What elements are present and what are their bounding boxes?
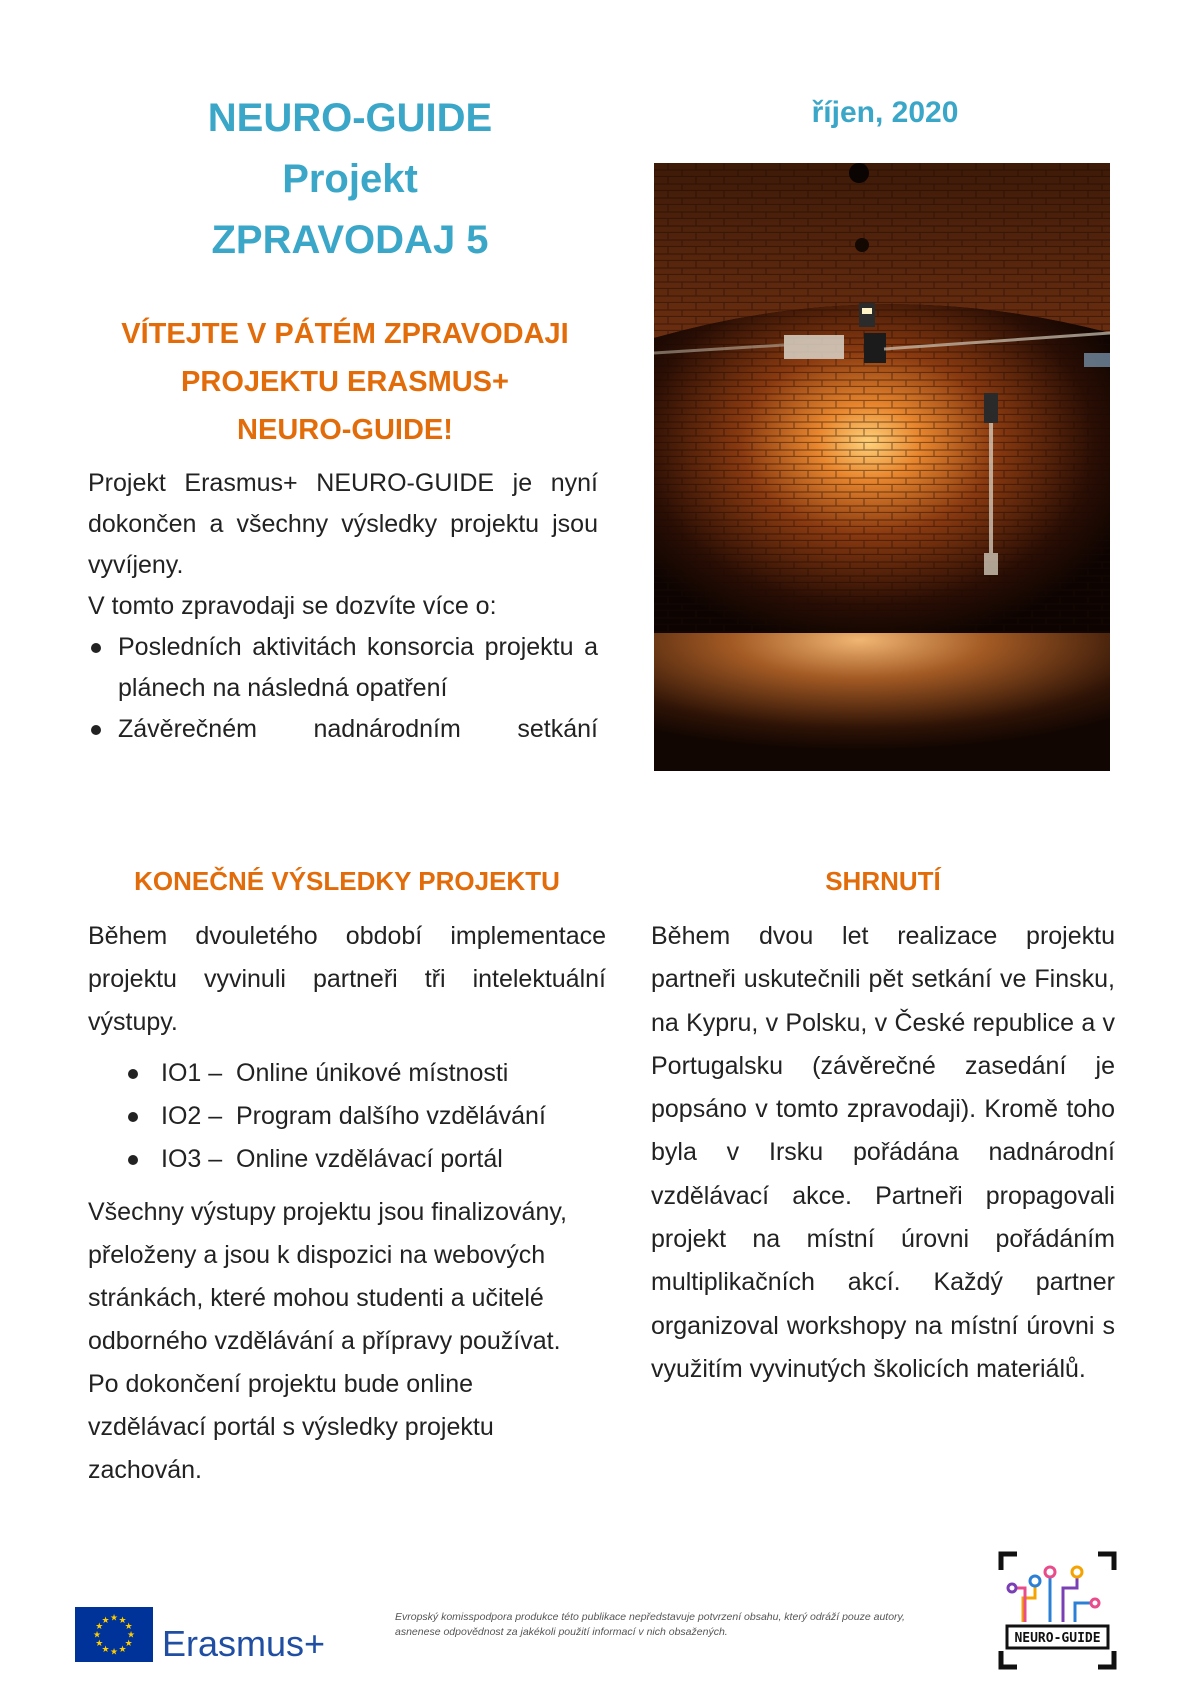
output-code: IO2 – (161, 1102, 223, 1130)
eu-star-icon: ★ (95, 1621, 104, 1631)
intro-paragraph: Projekt Erasmus+ NEURO-GUIDE je nyní dokončen a všechny výsledky projektu jsou vyvíjeny. (88, 469, 598, 579)
intro-section (88, 463, 598, 750)
output-item (88, 1095, 606, 1138)
welcome-line-3: NEURO-GUIDE! (237, 414, 453, 446)
summary-paragraph: Během dvou let realizace projektu partneři uskutečnili pět setkání ve Finsku, na Kypru, v Polsku, v České republice a v Portugalsku (závěrečné zasedání je popsáno v tomto zpravodaji). Kromě toho byla v Irsku pořádána nadnárodní vzdělávací akce. Partneři propagovali projekt na místní úrovni pořádáním multiplikačních akcí. Každý partner organizoval workshopy na místní úrovni s využitím vyvinutých školicích materiálů. (651, 922, 1115, 1383)
eu-star-icon: ★ (118, 1614, 127, 1625)
eu-star-icon: ★ (124, 1638, 133, 1648)
erasmus-plus-logo: Erasmus+ (162, 1623, 326, 1664)
brick-cellar-photo (654, 163, 1110, 771)
outputs-list (88, 1052, 606, 1181)
summary-heading: SHRNUTÍ (825, 866, 941, 896)
intro-bullet: Posledních aktivitách konsorcia projektu a plánech na následná opatření (88, 627, 598, 709)
logo-text: NEURO-GUIDE (1014, 1631, 1101, 1646)
welcome-line-1: VÍTEJTE V PÁTÉM ZPRAVODAJI (121, 318, 569, 350)
welcome-heading (90, 310, 600, 454)
results-line: odborného vzdělávání a přípravy používat. (88, 1327, 561, 1355)
eu-star-icon: ★ (118, 1644, 127, 1655)
output-label: Online vzdělávací portál (236, 1145, 503, 1173)
results-line: zachován. (88, 1456, 202, 1484)
eu-star-icon: ★ (101, 1644, 110, 1655)
title-line-3: ZPRAVODAJ 5 (211, 218, 489, 262)
title-line-2: Projekt (282, 157, 418, 201)
eu-star-icon: ★ (101, 1614, 110, 1625)
eu-flag-icon (75, 1607, 153, 1662)
summary-section (651, 915, 1115, 1391)
eu-star-icon: ★ (92, 1629, 102, 1640)
results-line: vzdělávací portál s výsledky projektu (88, 1413, 494, 1441)
output-code: IO1 – (161, 1059, 223, 1087)
results-line: Všechny výstupy projektu jsou finalizovány, (88, 1198, 567, 1226)
output-label: Online únikové místnosti (236, 1059, 509, 1087)
neuro-guide-circuit-logo (995, 1548, 1120, 1673)
intro-lead: V tomto zpravodaji se dozvíte více o: (88, 592, 497, 620)
welcome-line-2: PROJEKTU ERASMUS+ (181, 366, 509, 398)
funding-disclaimer: Evropský komisspodpora produkce této publikace nepředstavuje potvrzení obsahu, který odráží pouze autory, asnenese odpovědnost za jakékoli použití informací v nich obsažených. (395, 1611, 905, 1638)
output-code: IO3 – (161, 1145, 223, 1173)
results-line: přeloženy a jsou k dispozici na webových (88, 1241, 546, 1269)
title-line-1: NEURO-GUIDE (207, 96, 493, 140)
results-line: stránkách, které mohou studenti a učitelé (88, 1284, 544, 1312)
newsletter-title (110, 88, 590, 271)
results-paragraph-1: Během dvouletého období implementace projektu vyvinuli partneři tři intelektuální výstupy. (88, 922, 606, 1036)
results-line: Po dokončení projektu bude online (88, 1370, 474, 1398)
intro-bullet: Závěrečném nadnárodním setkání (88, 709, 598, 750)
output-item (88, 1138, 606, 1181)
intro-bullet-list (88, 627, 598, 750)
results-heading: KONEČNÉ VÝSLEDKY PROJEKTU (134, 866, 560, 896)
results-paragraph-2 (88, 1191, 606, 1492)
issue-date: říjen, 2020 (811, 96, 959, 129)
output-label: Program dalšího vzdělávání (236, 1102, 546, 1130)
output-item (88, 1052, 606, 1095)
eu-star-icon: ★ (95, 1638, 104, 1648)
eu-star-icon: ★ (109, 1612, 119, 1623)
eu-star-icon: ★ (124, 1621, 133, 1631)
eu-star-icon: ★ (126, 1629, 136, 1640)
results-section (88, 915, 606, 1492)
eu-star-icon: ★ (109, 1646, 119, 1657)
